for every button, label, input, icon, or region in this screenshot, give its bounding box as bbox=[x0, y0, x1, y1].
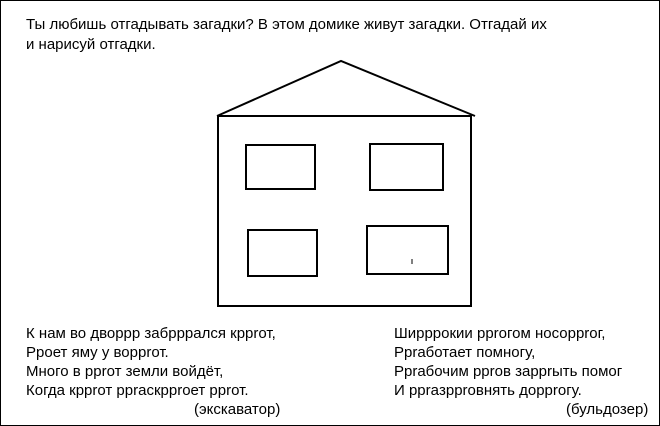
riddle-line: К нам во дворрр забрррался кррrот, bbox=[26, 325, 276, 342]
house-roof bbox=[217, 61, 475, 116]
window-top-right bbox=[370, 144, 443, 190]
riddle-line: Ширррокии ррrогом носоррrог, bbox=[394, 325, 606, 342]
riddle-excavator bbox=[26, 324, 280, 419]
riddle-answer: (экскаватор) bbox=[194, 401, 281, 418]
riddle-line: Много в ррrот земли войдёт, bbox=[26, 363, 224, 380]
riddle-bulldozer bbox=[394, 324, 648, 419]
window-bottom-right bbox=[367, 226, 448, 274]
riddle-line: Когда кррrот ррraскррrоет ррrот. bbox=[26, 382, 249, 399]
riddle-line: Ррrаботает помногу, bbox=[394, 344, 536, 361]
window-top-left bbox=[246, 145, 315, 189]
riddle-line: Рроет яму у воррrот. bbox=[26, 344, 169, 361]
riddle-line: И ррraзррrовнять доррrогу. bbox=[394, 382, 582, 399]
riddle-line: Ррrабочим ррrов заррrыть помог bbox=[394, 363, 623, 380]
intro-line-2: и нарисуй отгадки. bbox=[26, 36, 156, 53]
window-bottom-left bbox=[248, 230, 317, 276]
riddle-answer: (бульдозер) bbox=[566, 401, 649, 418]
intro-line-1: Ты любишь отгадывать загадки? В этом домике живут загадки. Отгадай их bbox=[26, 16, 547, 33]
